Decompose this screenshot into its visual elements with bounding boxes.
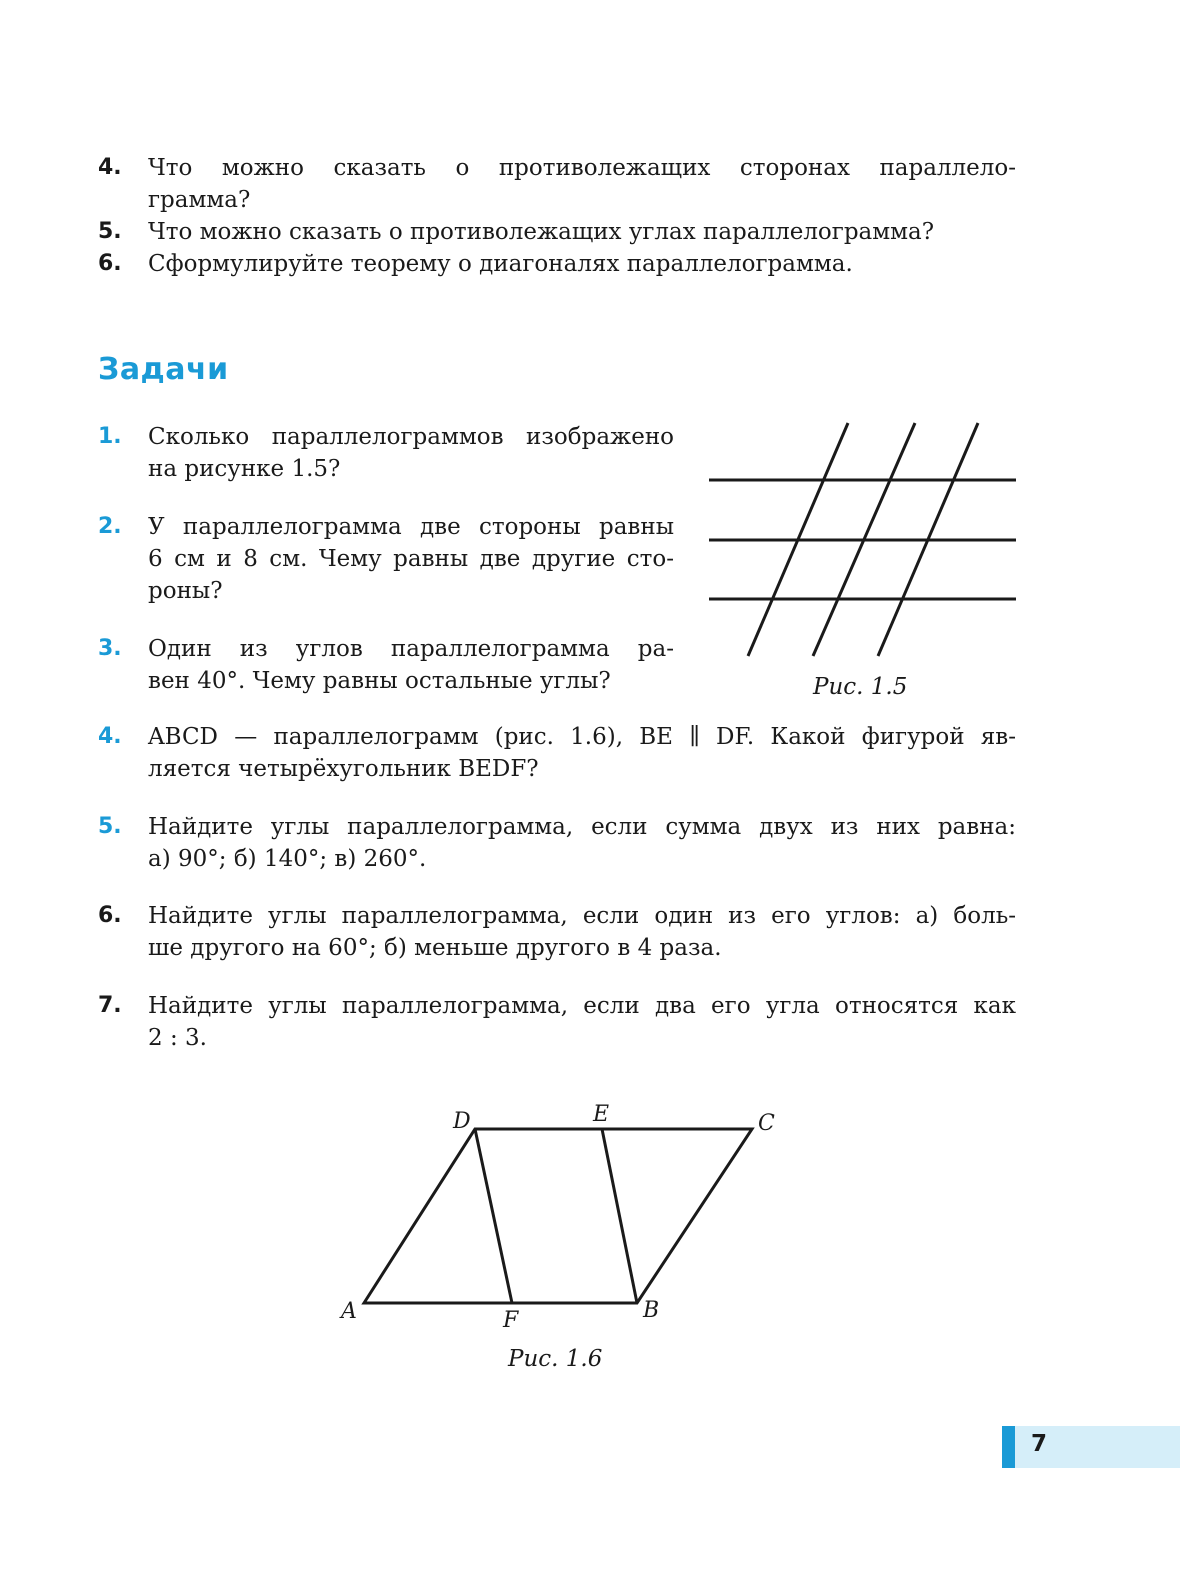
problem-number: 1.: [98, 424, 122, 449]
question-number: 4.: [98, 155, 122, 180]
problem-number: 3.: [98, 636, 122, 661]
problem-number: 6.: [98, 903, 122, 928]
question-5: [98, 216, 1016, 248]
problem-text-line: а) 90°; б) 140°; в) 260°.: [148, 846, 427, 872]
problem-text-line: ABCD — параллелограмм (рис. 1.6), BE ∥ DF. Какой фигурой яв-: [148, 724, 1016, 750]
problem-text-line: ляется четырёхугольник BEDF?: [148, 756, 539, 782]
problem-text-line: 2 : 3.: [148, 1025, 207, 1051]
problem-text-line: 6 см и 8 см. Чему равны две другие сто-: [148, 546, 674, 572]
figure-1-5-caption: Рис. 1.5: [813, 674, 908, 700]
question-text-line: грамма?: [148, 187, 251, 213]
problem-text-line: роны?: [148, 578, 223, 604]
problem-2: [98, 511, 674, 607]
problem-3: [98, 633, 674, 697]
question-6: [98, 248, 1016, 280]
vertex-label-e: E: [593, 1102, 610, 1127]
problem-text-line: Найдите углы параллелограмма, если два его угла относятся как: [148, 993, 1016, 1019]
problem-text-line: ше другого на 60°; б) меньше другого в 4 раза.: [148, 935, 722, 961]
parallelogram-abcd: [364, 1129, 752, 1303]
vertex-label-f: F: [503, 1308, 519, 1333]
page-number-tab: [1002, 1426, 1180, 1468]
problem-number: 7.: [98, 993, 122, 1018]
problem-text-line: Найдите углы параллелограмма, если один из его углов: а) боль-: [148, 903, 1016, 929]
segment-be: [602, 1129, 637, 1303]
problem-4: [98, 721, 1016, 785]
figure-1-6: [330, 1095, 810, 1340]
question-number: 5.: [98, 219, 122, 244]
problem-number: 5.: [98, 814, 122, 839]
question-text-line: Сформулируйте теорему о диагоналях параллелограмма.: [148, 251, 853, 277]
page-number: 7: [1031, 1431, 1048, 1457]
figure-1-6-caption: Рис. 1.6: [508, 1346, 603, 1372]
question-4: [98, 152, 1016, 216]
vertex-label-b: B: [643, 1298, 660, 1323]
question-text-line: Что можно сказать о противолежащих углах параллелограмма?: [148, 219, 935, 245]
vertex-label-c: C: [758, 1111, 775, 1136]
problem-text-line: Один из углов параллелограмма ра-: [148, 636, 674, 662]
problem-text-line: У параллелограмма две стороны равны: [148, 514, 674, 540]
problem-number: 2.: [98, 514, 122, 539]
question-number: 6.: [98, 251, 122, 276]
problem-6: [98, 900, 1016, 964]
figure-1-5: [700, 415, 1030, 675]
segment-df: [475, 1129, 512, 1303]
question-text-line: Что можно сказать о противолежащих сторонах параллело-: [148, 155, 1016, 181]
problem-text-line: на рисунке 1.5?: [148, 456, 341, 482]
problem-1: [98, 421, 674, 485]
problem-5: [98, 811, 1016, 875]
vertex-label-d: D: [453, 1109, 471, 1134]
problem-number: 4.: [98, 724, 122, 749]
section-title: Задачи: [98, 352, 229, 387]
problem-text-line: Найдите углы параллелограмма, если сумма двух из них равна:: [148, 814, 1016, 840]
vertex-label-a: A: [341, 1299, 357, 1324]
problem-text-line: Сколько параллелограммов изображено: [148, 424, 674, 450]
problem-text-line: вен 40°. Чему равны остальные углы?: [148, 668, 611, 694]
problem-7: [98, 990, 1016, 1054]
